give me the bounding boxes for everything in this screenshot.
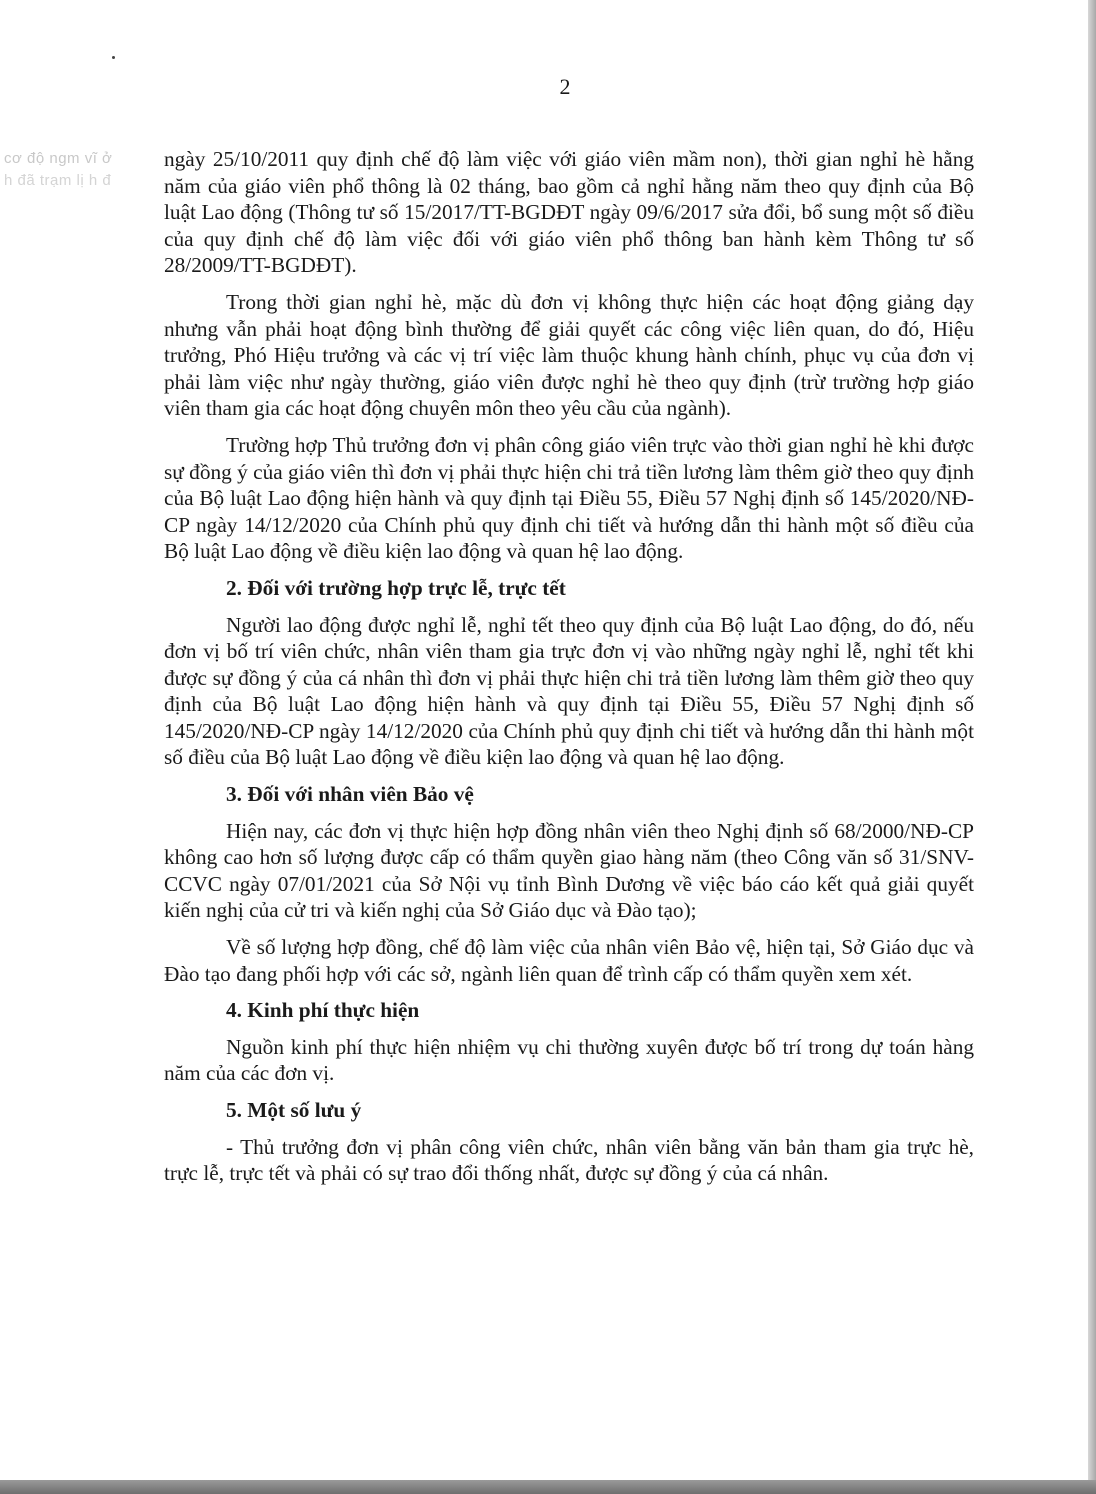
section-funding xyxy=(164,997,974,1087)
paragraph: Về số lượng hợp đồng, chế độ làm việc của nhân viên Bảo vệ, hiện tại, Sở Giáo dục và Đào tạo đang phối hợp với các sở, ngành liên quan để trình cấp có thẩm quyền xem xét. xyxy=(164,935,974,986)
section-heading: 2. Đối với trường hợp trực lễ, trực tết xyxy=(226,575,566,600)
paragraph: - Thủ trưởng đơn vị phân công viên chức, nhân viên bằng văn bản tham gia trực hè, trực lễ, trực tết và phải có sự trao đổi thống nhất, được sự đồng ý của cá nhân. xyxy=(164,1134,974,1186)
bleed-through-text-2: h đã trạm lị h đ xyxy=(4,172,112,189)
bleed-through-text-1: cơ độ ngm vĩ ở xyxy=(4,150,113,167)
page-number: 2 xyxy=(559,74,571,99)
page-right-edge xyxy=(1088,0,1096,1494)
paragraph-continuation: ngày 25/10/2011 quy định chế độ làm việc với giáo viên mầm non), thời gian nghỉ hè hằng năm của giáo viên phổ thông là 02 tháng, bao gồm cả nghỉ hằng năm theo quy định của Bộ luật Lao động (Thông tư số 15/2017/TT-BGDĐT ngày 09/6/2017 sửa đổi, bổ sung một số điều của quy định chế độ làm việc đối với giáo viên phổ thông ban hành kèm Thông tư số 28/2009/TT-BGDĐT). xyxy=(164,147,974,278)
section-holiday-duty xyxy=(164,575,974,771)
paragraph: Nguồn kinh phí thực hiện nhiệm vụ chi thường xuyên được bố trí trong dự toán hàng năm của các đơn vị. xyxy=(164,1034,974,1086)
page-bottom-edge xyxy=(0,1480,1096,1494)
document-body xyxy=(164,146,974,1197)
paragraph-summer-duty-pay: Trường hợp Thủ trưởng đơn vị phân công giáo viên trực vào thời gian nghỉ hè khi được sự đồng ý của giáo viên thì đơn vị phải thực hiện chi trả tiền lương làm thêm giờ theo quy định của Bộ luật Lao động hiện hành và quy định tại Điều 55, Điều 57 Nghị định số 145/2020/NĐ-CP ngày 14/12/2020 của Chính phủ quy định chi tiết và hướng dẫn thi hành một số điều của Bộ luật Lao động về điều kiện lao động và quan hệ lao động. xyxy=(164,432,974,564)
paragraph: Hiện nay, các đơn vị thực hiện hợp đồng nhân viên theo Nghị định số 68/2000/NĐ-CP không cao hơn số lượng được cấp có thẩm quyền giao hàng năm (theo Công văn số 31/SNV-CCVC ngày 07/01/2021 của Sở Nội vụ tỉnh Bình Dương về việc báo cáo kết quả giải quyết kiến nghị của cử tri và kiến nghị của Sở Giáo dục và Đào tạo); xyxy=(164,818,974,923)
section-heading: 4. Kinh phí thực hiện xyxy=(226,998,420,1023)
scan-speck xyxy=(112,56,115,59)
section-notes xyxy=(164,1097,974,1187)
paragraph: Người lao động được nghỉ lễ, nghỉ tết theo quy định của Bộ luật Lao động, do đó, nếu đơn vị bố trí viên chức, nhân viên tham gia trực đơn vị vào những ngày nghỉ lễ, nghỉ tết khi được sự đồng ý của cá nhân thì đơn vị phải thực hiện chi trả tiền lương làm thêm giờ theo quy định của Bộ luật Lao động hiện hành và quy định tại Điều 55, Điều 57 Nghị định số 145/2020/NĐ-CP ngày 14/12/2020 của Chính phủ quy định chi tiết và hướng dẫn thi hành một số điều của Bộ luật Lao động về điều kiện lao động và quan hệ lao động. xyxy=(164,612,974,770)
section-heading: 3. Đối với nhân viên Bảo vệ xyxy=(226,782,474,807)
section-security-staff xyxy=(164,781,974,987)
section-heading: 5. Một số lưu ý xyxy=(226,1098,362,1122)
paragraph-summer-work: Trong thời gian nghỉ hè, mặc dù đơn vị không thực hiện các hoạt động giảng dạy nhưng vẫn phải hoạt động bình thường để giải quyết các công việc liên quan, do đó, Hiệu trưởng, Phó Hiệu trưởng và các vị trí việc làm thuộc khung hành chính, phục vụ của đơn vị phải làm việc như ngày thường, giáo viên được nghỉ hè theo quy định (trừ trường hợp giáo viên tham gia các hoạt động chuyên môn theo yêu cầu của ngành). xyxy=(164,289,974,421)
